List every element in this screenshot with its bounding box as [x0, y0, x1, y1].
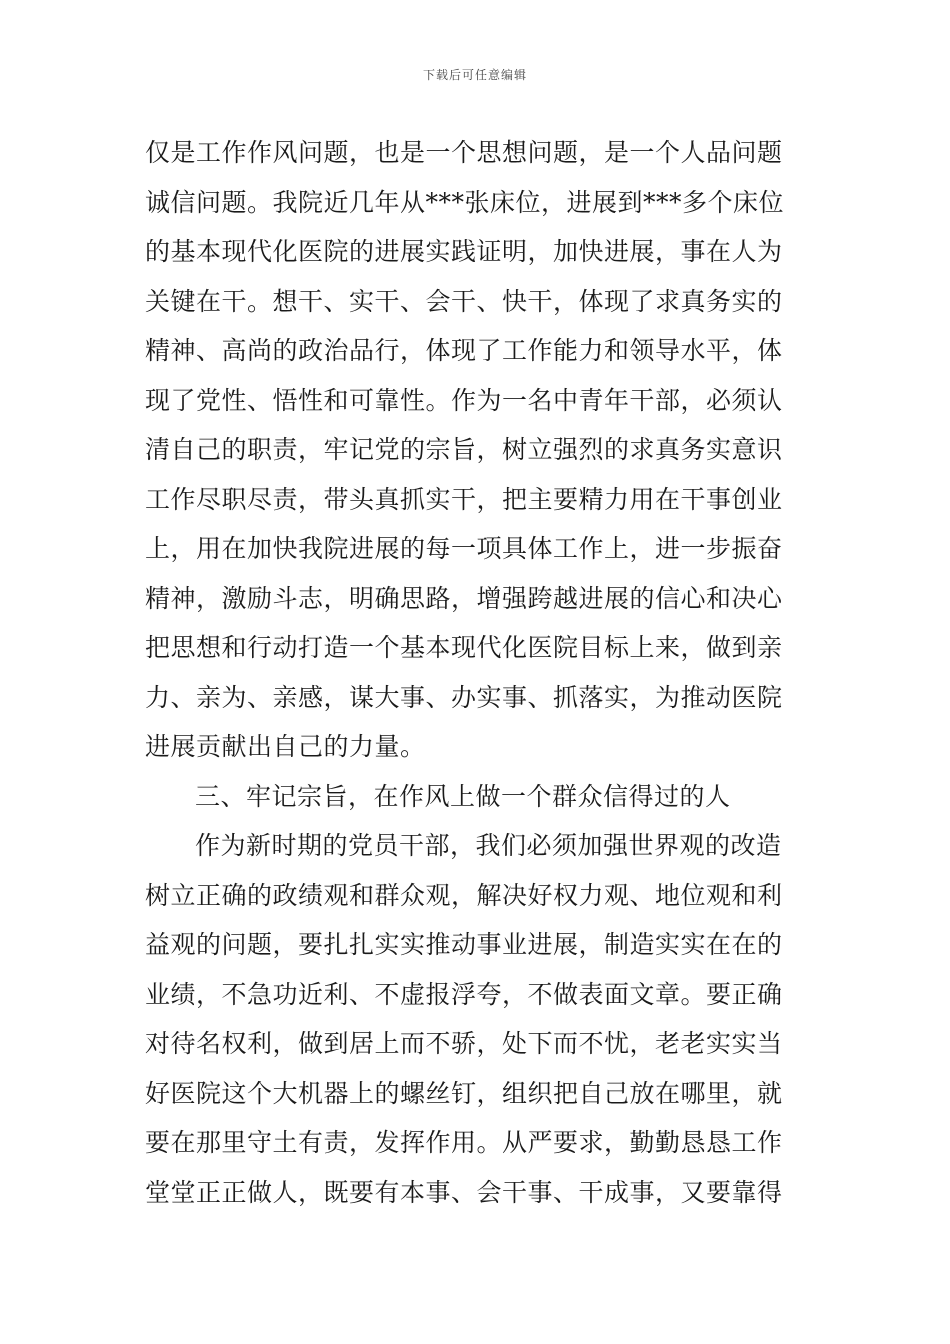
- text-line: 要在那里守土有责，发挥作用。从严要求，勤勤恳恳工作: [145, 1128, 783, 1157]
- text-line: 堂堂正正做人，既要有本事、会干事、干成事，又要靠得: [145, 1177, 783, 1207]
- text-line: 仅是工作作风问题，也是一个思想问题，是一个人品问题: [145, 138, 783, 167]
- document-body: [145, 128, 810, 1217]
- text-line: 力、亲为、亲感，谋大事、办实事、抓落实，为推动医院: [145, 682, 783, 712]
- text-line: 精神、高尚的政治品行，体现了工作能力和领导水平，体: [145, 336, 783, 365]
- text-line: 精神，激励斗志，明确思路，增强跨越进展的信心和决心: [145, 583, 783, 613]
- text-line: 树立正确的政绩观和群众观，解决好权力观、地位观和利: [145, 880, 783, 910]
- text-line: 工作尽职尽责，带头真抓实干，把主要精力用在干事创业: [145, 484, 783, 514]
- text-line: 对待名权利，做到居上而不骄，处下而不忧，老老实实当: [145, 1029, 783, 1058]
- text-line: 益观的问题，要扎扎实实推动事业进展，制造实实在在的: [145, 930, 783, 959]
- text-line: 现了党性、悟性和可靠性。作为一名中青年干部，必须认: [145, 385, 783, 415]
- text-line: 诚信问题。我院近几年从***张床位，进展到***多个床位: [145, 187, 785, 217]
- text-line: 上，用在加快我院进展的每一项具体工作上，进一步振奋: [145, 534, 783, 563]
- text-line: 业绩，不急功近利、不虚报浮夸，不做表面文章。要正确: [145, 979, 783, 1009]
- text-line: 把思想和行动打造一个基本现代化医院目标上来，做到亲: [145, 633, 783, 662]
- text-line: 关键在干。想干、实干、会干、快干，体现了求真务实的: [145, 286, 783, 316]
- text-line: 好医院这个大机器上的螺丝钉，组织把自己放在哪里，就: [145, 1078, 783, 1108]
- text-line: 进展贡献出自己的力量。: [145, 732, 426, 761]
- text-line: 清自己的职责，牢记党的宗旨，树立强烈的求真务实意识: [145, 435, 783, 464]
- paragraph-first-line: 作为新时期的党员干部，我们必须加强世界观的改造: [195, 831, 782, 860]
- text-line: 的基本现代化医院的进展实践证明，加快进展，事在人为: [145, 237, 783, 266]
- page-header: 下载后可任意编辑: [422, 68, 527, 82]
- section-heading: 三、牢记宗旨，在作风上做一个群众信得过的人: [195, 781, 731, 811]
